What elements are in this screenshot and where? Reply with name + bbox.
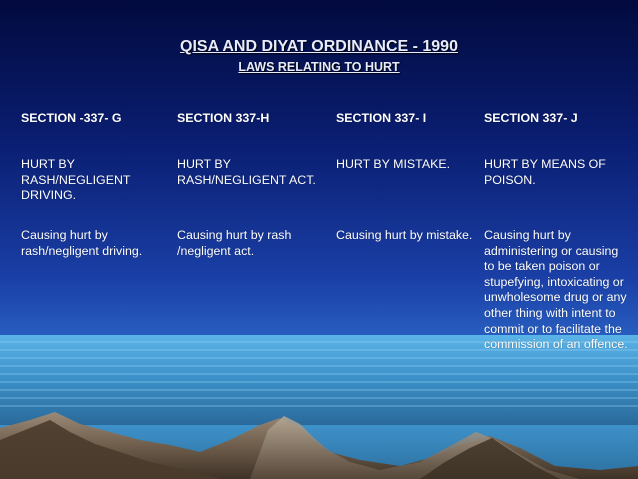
- offence-name: HURT BY RASH/NEGLIGENT DRIVING.: [21, 157, 131, 203]
- offence-description: Causing hurt by rash /negligent act.: [177, 228, 292, 258]
- section-number: SECTION -337- G: [21, 111, 122, 125]
- slide-title: QISA AND DIYAT ORDINANCE - 1990: [180, 38, 458, 55]
- section-number: SECTION 337- J: [484, 111, 578, 125]
- section-number: SECTION 337- I: [336, 111, 427, 125]
- offence-description: Causing hurt by administering or causing to be taken poison or stupefying, intoxicating or unwholesome drug or any other thing with intent to commit or to facilitate the commission of an offence.: [484, 228, 628, 352]
- offence-name: HURT BY MISTAKE.: [336, 157, 451, 171]
- offence-name: HURT BY MEANS OF POISON.: [484, 157, 606, 187]
- offence-description: Causing hurt by rash/negligent driving.: [21, 228, 143, 258]
- offence-description: Causing hurt by mistake.: [336, 228, 473, 242]
- offence-name: HURT BY RASH/NEGLIGENT ACT.: [177, 157, 316, 187]
- slide-subtitle: LAWS RELATING TO HURT: [238, 60, 400, 74]
- section-number: SECTION 337-H: [177, 111, 270, 125]
